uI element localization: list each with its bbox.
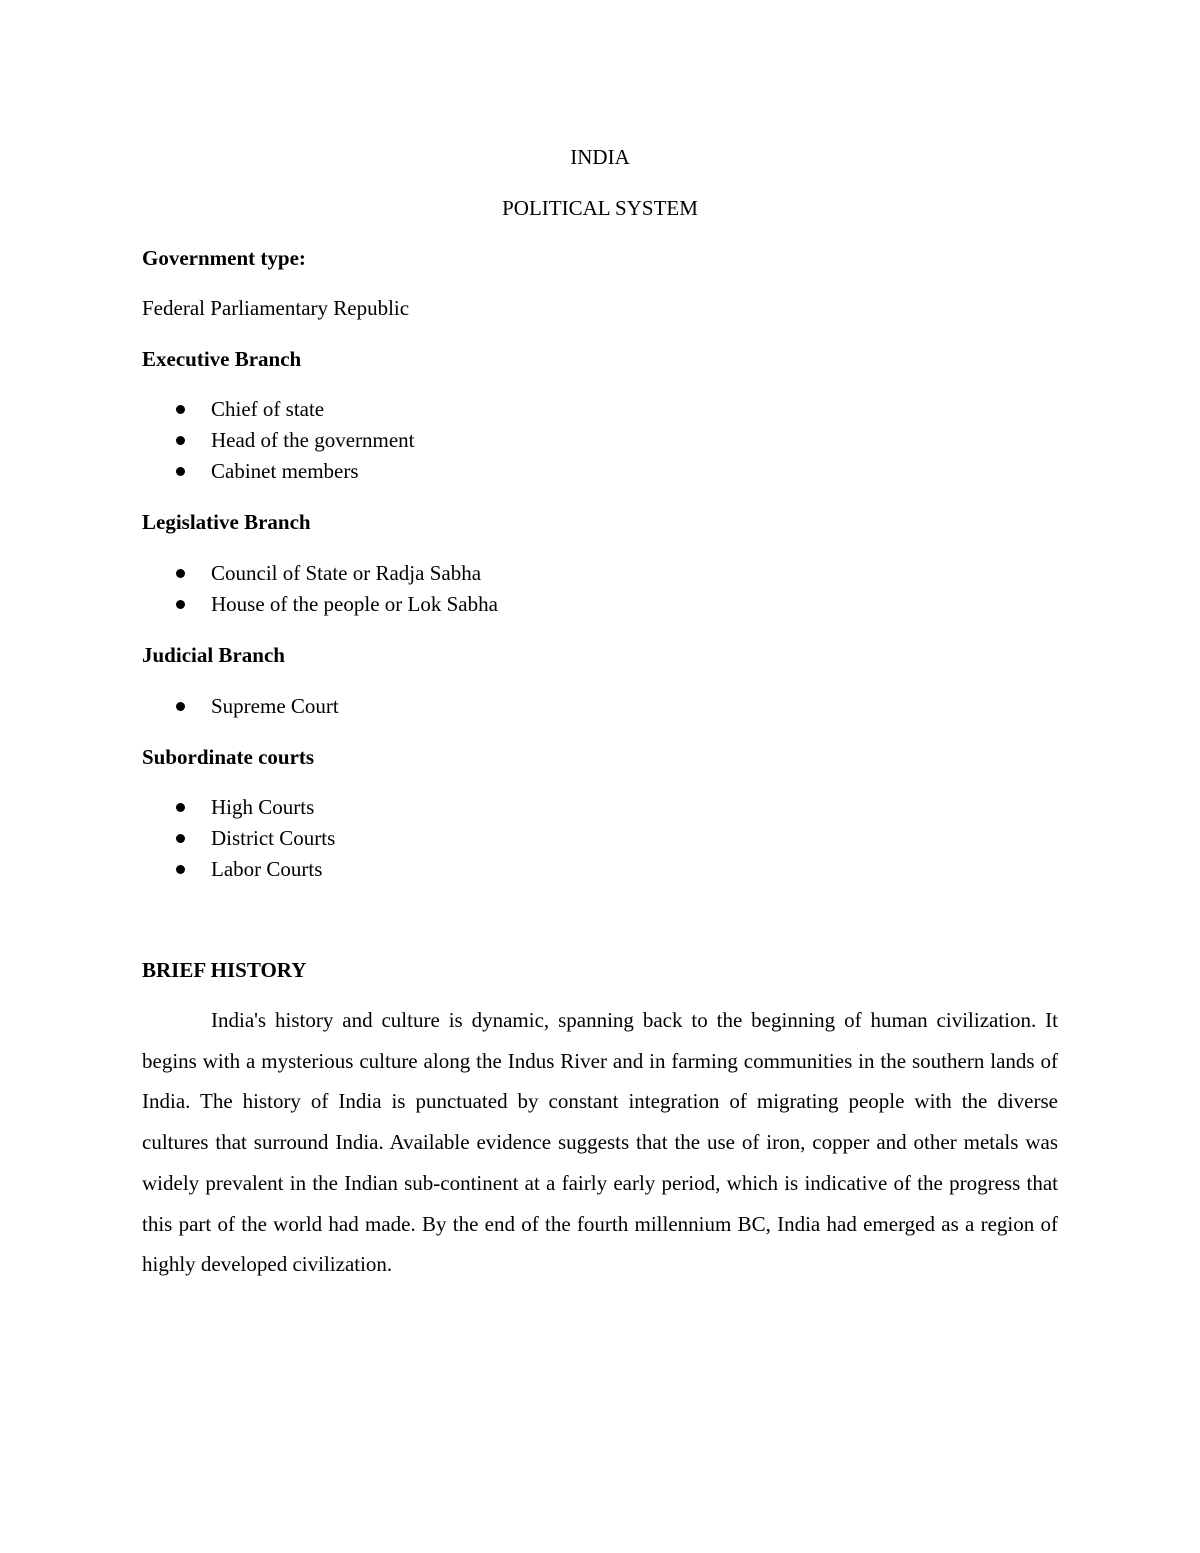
list-item: [142, 457, 415, 488]
government-type-value: Federal Parliamentary Republic: [142, 296, 410, 320]
subordinate-courts-heading: Subordinate courts: [142, 745, 315, 769]
bullet-icon: [176, 436, 185, 445]
list-item-label: House of the people or Lok Sabha: [211, 592, 498, 616]
list-item-label: High Courts: [211, 795, 315, 819]
legislative-branch-heading: Legislative Branch: [142, 510, 311, 534]
bullet-icon: [176, 865, 185, 874]
legislative-branch-list: [142, 559, 498, 621]
brief-history-heading: BRIEF HISTORY: [142, 958, 307, 982]
judicial-branch-list: [142, 692, 339, 723]
bullet-icon: [176, 803, 185, 812]
list-item-label: Head of the government: [211, 428, 415, 452]
executive-branch-list: [142, 395, 415, 488]
bullet-icon: [176, 467, 185, 476]
list-item: [142, 692, 339, 723]
government-type-heading: Government type:: [142, 246, 306, 270]
list-item: [142, 855, 335, 886]
judicial-branch-heading: Judicial Branch: [142, 643, 285, 667]
bullet-icon: [176, 405, 185, 414]
document-subtitle: POLITICAL SYSTEM: [502, 196, 698, 220]
list-item: [142, 426, 415, 457]
list-item-label: Supreme Court: [211, 694, 339, 718]
list-item: [142, 824, 335, 855]
brief-history-paragraph: India's history and culture is dynamic, spanning back to the beginning of human civilization. It begins with a mysterious culture along the Indus River and in farming communities in the southern lands of India. The history of India is punctuated by constant integration of migrating people with the diverse cultures that surround India. Available evidence suggests that the use of iron, copper and other metals was widely prevalent in the Indian sub-continent at a fairly early period, which is indicative of the progress that this part of the world had made. By the end of the fourth millennium BC, India had emerged as a region of highly developed civilization.: [142, 1008, 1058, 1277]
list-item-label: Cabinet members: [211, 459, 359, 483]
list-item-label: Labor Courts: [211, 857, 323, 881]
subordinate-courts-list: [142, 793, 335, 886]
list-item-label: Chief of state: [211, 397, 325, 421]
bullet-icon: [176, 569, 185, 578]
bullet-icon: [176, 834, 185, 843]
bullet-icon: [176, 702, 185, 711]
list-item: [142, 590, 498, 621]
document-title: INDIA: [570, 145, 630, 169]
list-item: [142, 559, 498, 590]
list-item-label: Council of State or Radja Sabha: [211, 561, 482, 585]
list-item: [142, 793, 335, 824]
list-item-label: District Courts: [211, 826, 336, 850]
list-item: [142, 395, 415, 426]
bullet-icon: [176, 600, 185, 609]
executive-branch-heading: Executive Branch: [142, 347, 302, 371]
